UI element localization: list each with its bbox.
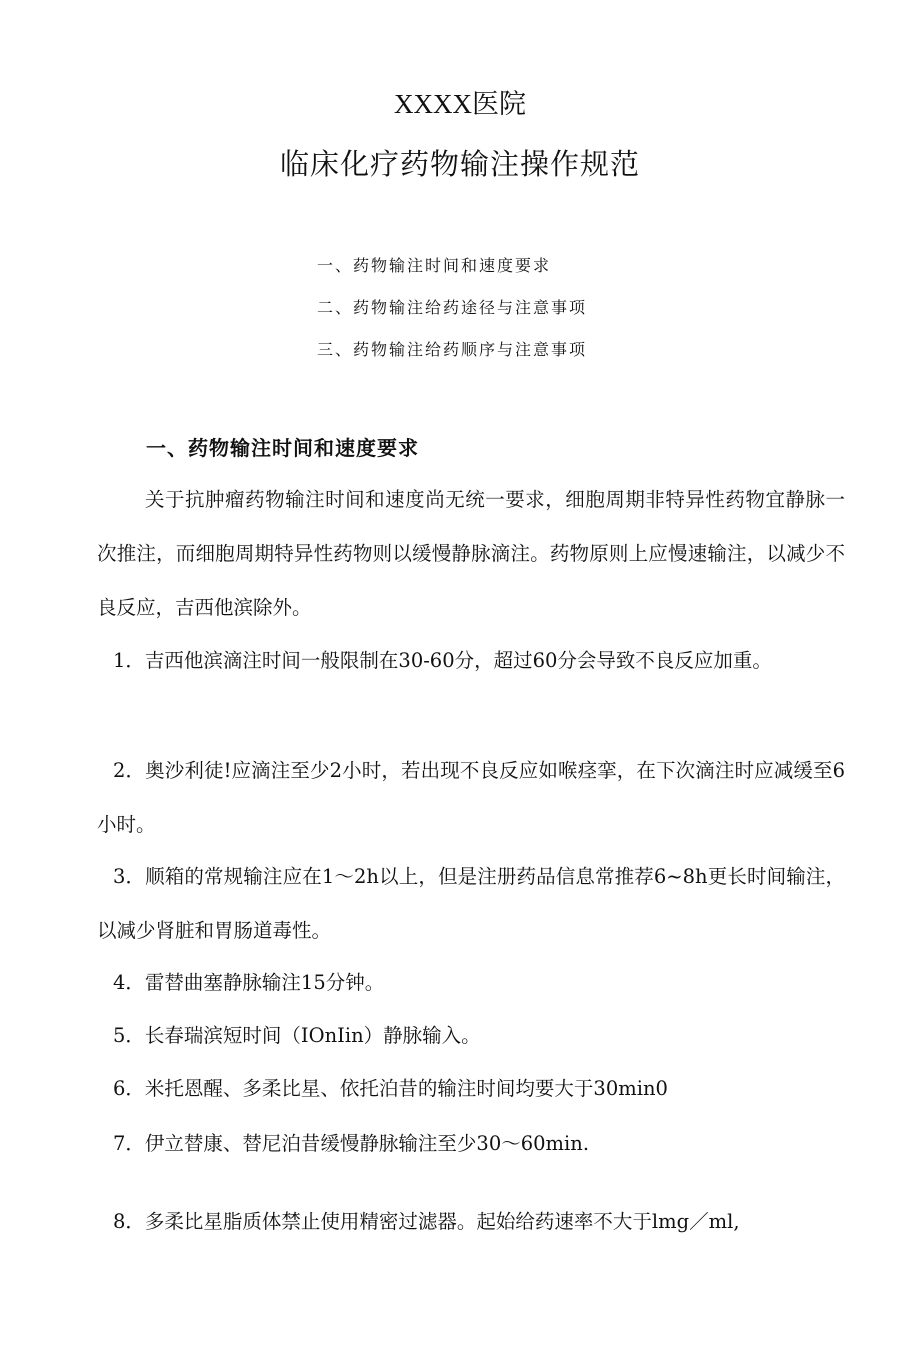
hospital-name: XXXX医院 — [394, 89, 526, 119]
list-item-7: 7．伊立替康、替尼泊昔缓慢静脉输注至少30～60min. — [113, 1132, 590, 1155]
list-item-3: 3．顺箱的常规输注应在1～2h以上，但是注册药品信息常推荐6~8h更长时间输注，以减少肾脏和胃肠道毒性。 — [97, 865, 845, 942]
list-item-4: 4．雷替曲塞静脉输注15分钟。 — [113, 971, 385, 994]
toc-item-1: 一、药物输注时间和速度要求 — [317, 256, 552, 275]
document-title: 临床化疗药物输注操作规范 — [279, 147, 640, 181]
toc-item-2: 二、药物输注给药途径与注意事项 — [317, 298, 588, 317]
list-item-6: 6．米托恩醒、多柔比星、依托泊昔的输注时间均要大于30min0 — [113, 1077, 668, 1100]
table-of-contents — [317, 248, 717, 374]
toc-item-3: 三、药物输注给药顺序与注意事项 — [317, 340, 588, 359]
section-heading: 一、药物输注时间和速度要求 — [146, 436, 419, 460]
list-item-2: 2．奥沙利徒!应滴注至少2小时，若出现不良反应如喉痉挛，在下次滴注时应减缓至6小时。 — [97, 759, 845, 836]
list-item-5: 5．长春瑞滨短时间（IOnIin）静脉输入。 — [113, 1024, 481, 1047]
list-item-8: 8．多柔比星脂质体禁止使用精密过滤器。起始给药速率不大于lmg／ml, — [113, 1210, 740, 1233]
list-item-1: 1．吉西他滨滴注时间一般限制在30-60分，超过60分会导致不良反应加重。 — [113, 649, 772, 672]
intro-paragraph: 关于抗肿瘤药物输注时间和速度尚无统一要求，细胞周期非特异性药物宜静脉一次推注，而细胞周期特异性药物则以缓慢静脉滴注。药物原则上应慢速输注，以减少不良反应，吉西他滨除外。 — [97, 488, 845, 619]
